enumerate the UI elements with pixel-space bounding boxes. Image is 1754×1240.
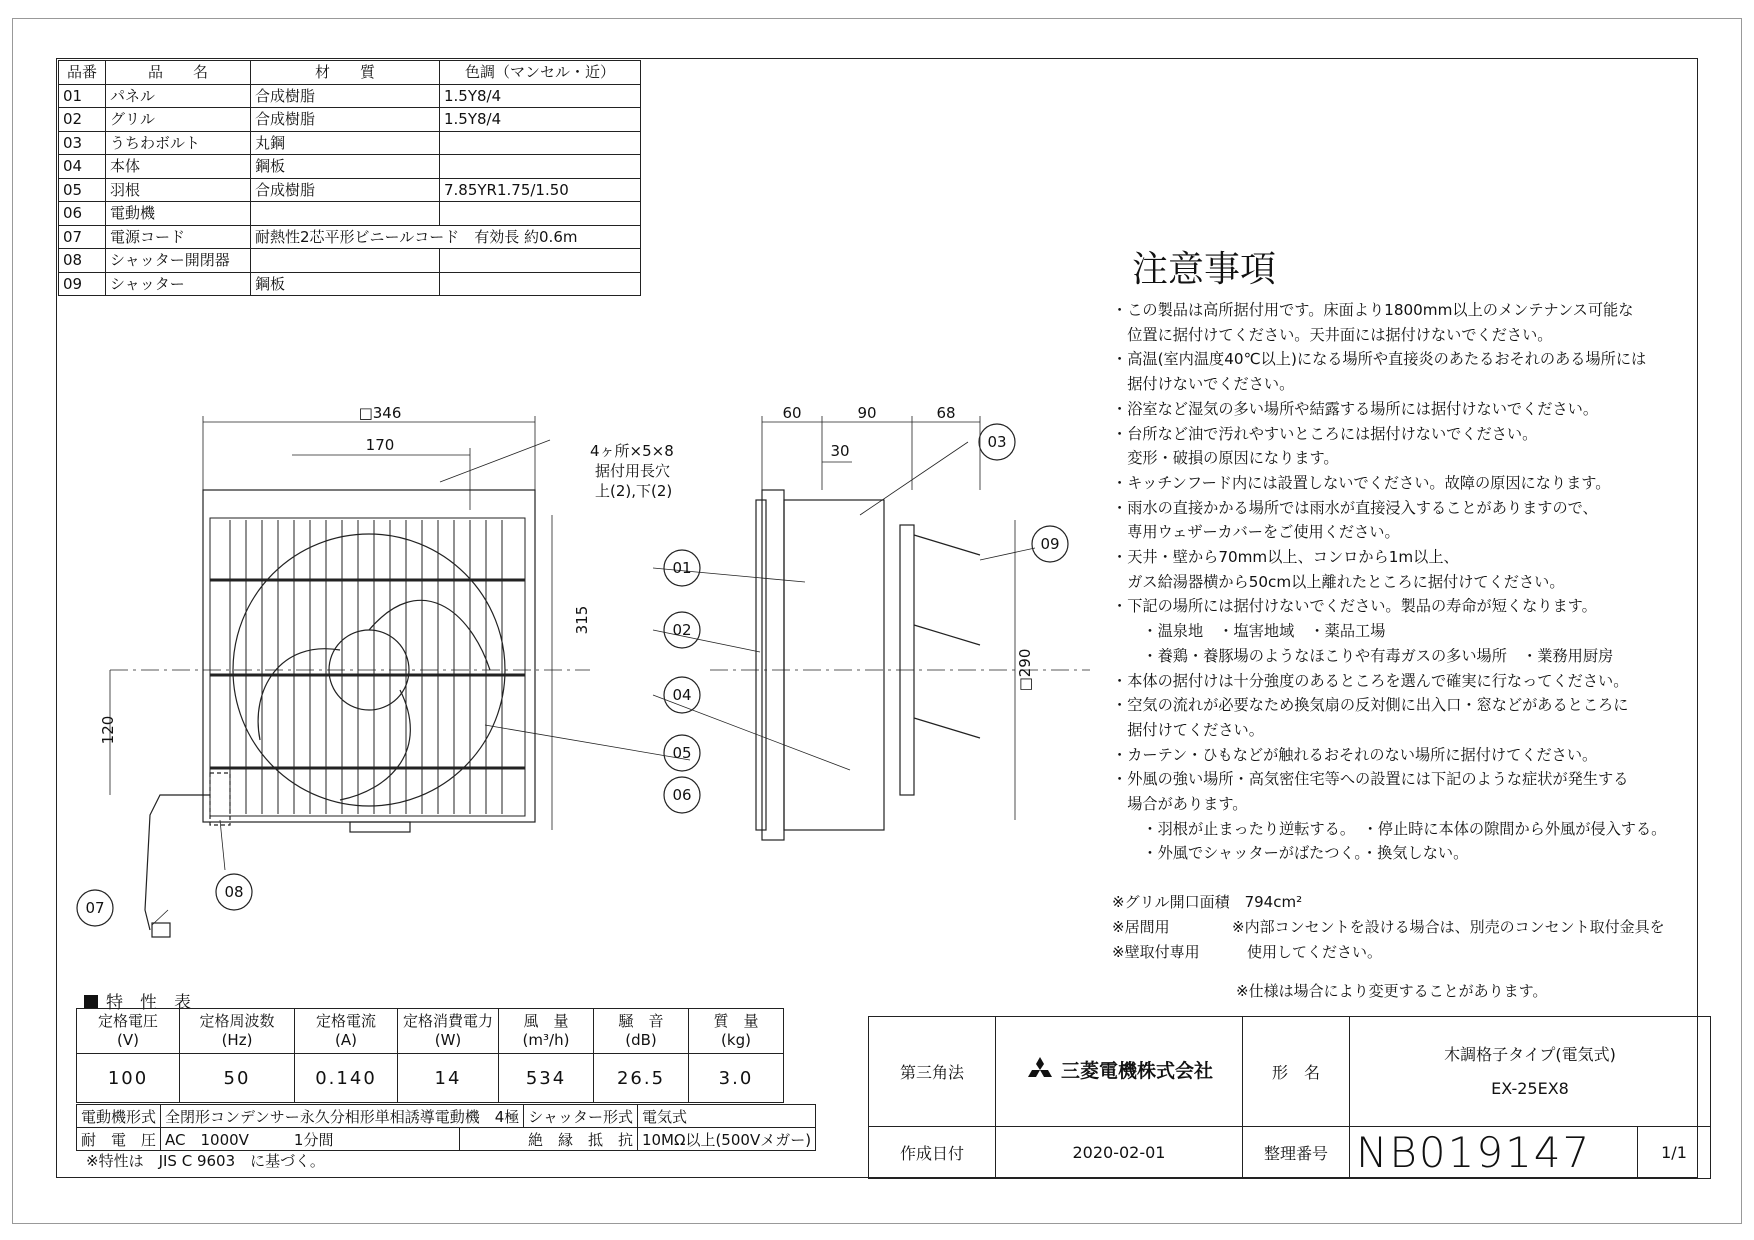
note-line: ・空気の流れが必要なため換気扇の反対側に出入口・窓などがあるところに [1112,696,1629,715]
technical-drawing [60,390,1090,950]
square-bullet-icon [84,995,98,1009]
part-no: 03 [59,131,106,155]
callout-06: 06 [672,786,692,804]
spec-header: 定格電圧 (V) [77,1009,180,1054]
title-block [868,1016,1711,1179]
withstand-label: 耐 電 圧 [77,1128,161,1151]
spec-table [76,1008,784,1103]
dim-290: □290 [1016,648,1034,692]
spec-header: 騒 音 (dB) [594,1009,689,1054]
header-part-name: 品 名 [106,61,251,85]
mount-hole-1: 4ヶ所×5×8 [590,442,674,460]
part-no: 06 [59,202,106,226]
table-row [59,225,641,249]
note-line: 据付けてください。 [1112,720,1264,739]
dim-120: 120 [99,715,117,745]
wall-only: ※壁取付専用 [1112,943,1200,961]
callout-05: 05 [672,744,692,762]
spec-header: 定格消費電力 (W) [398,1009,499,1054]
callout-09: 09 [1040,535,1060,553]
part-color: 1.5Y8/4 [440,84,641,108]
note-line: 場合があります。 [1112,795,1248,814]
date-label: 作成日付 [869,1127,996,1179]
note-line: ・台所など油で汚れやすいところには据付けないでください。 [1112,424,1538,443]
ref-label: 整理番号 [1243,1127,1350,1179]
note-line: ガス給湯器横から50cm以上離れたところに据付けてください。 [1112,572,1565,591]
table-row [59,249,641,273]
mitsubishi-logo-icon [1025,1057,1055,1087]
note-line: ・高温(室内温度40℃以上)になる場所や直接炎のあたるおそれのある場所には [1112,350,1647,369]
part-no: 04 [59,155,106,179]
part-material: 鋼板 [251,155,440,179]
dim-346: □346 [358,404,402,422]
company-name: 三菱電機株式会社 [1060,1060,1213,1082]
callout-07: 07 [85,899,105,917]
notes-title: 注意事項 [1132,249,1277,290]
header-color: 色調（マンセル・近） [440,61,641,85]
model-cell [1350,1017,1711,1127]
shutter-value: 電気式 [637,1105,815,1128]
mount-hole-3: 上(2),下(2) [595,482,673,500]
part-name: 電動機 [106,202,251,226]
header-part-no: 品番 [59,61,106,85]
note-line: ・外風の強い場所・高気密住宅等への設置には下記のような症状が発生する [1112,770,1629,789]
part-name: うちわボルト [106,131,251,155]
table-row [59,131,641,155]
spec-header: 質 量 (kg) [689,1009,784,1054]
table-row [59,202,641,226]
outlet-note-1: ※内部コンセントを設ける場合は、別売のコンセント取付金具を [1232,918,1665,936]
shutter-label: シャッター形式 [524,1105,638,1128]
shutter-rail [900,525,914,795]
part-color [440,131,641,155]
table-row [77,1128,816,1151]
note-line: ・雨水の直接かかる場所では雨水が直接浸入することがありますので、 [1112,498,1598,517]
side-grille [756,500,766,830]
part-color [440,202,641,226]
outlet-note-2: 使用してください。 [1232,943,1383,961]
part-color: 1.5Y8/4 [440,108,641,132]
part-color [440,249,641,273]
part-no: 01 [59,84,106,108]
part-material: 丸鋼 [251,131,440,155]
motor-value: 全閉形コンデンサー永久分相形単相誘導電動機 4極 [161,1105,524,1128]
note-line: ・この製品は高所据付用です。床面より1800mm以上のメンテナンス可能な [1112,301,1634,319]
title-block-row [869,1127,1711,1179]
grille-area-label: ※グリル開口面積 [1112,893,1230,911]
part-color [440,155,641,179]
callout-01: 01 [672,559,692,577]
spec-value: 3.0 [689,1054,784,1103]
part-material: 合成樹脂 [251,178,440,202]
dim-315: 315 [573,605,591,635]
spec-table-extra [76,1104,816,1151]
plug [152,923,170,937]
grille-frame [210,518,525,816]
spec-value: 100 [77,1054,180,1103]
note-line: 据付けないでください。 [1112,375,1295,394]
callout-03: 03 [987,433,1007,451]
bottom-tab [350,822,410,832]
creation-date: 2020-02-01 [996,1127,1243,1179]
insulation-value: 10MΩ以上(500Vメガー) [637,1128,815,1151]
power-cord [145,795,210,930]
header-material: 材 質 [251,61,440,85]
side-body [784,500,884,830]
spec-change-note: ※仕様は場合により変更することがあります。 [1236,982,1548,1000]
part-name: グリル [106,108,251,132]
table-row [59,178,641,202]
note-line: ・羽根が止まったり逆転する。 ・停止時に本体の隙間から外風が侵入する。 [1112,819,1667,838]
part-name: パネル [106,84,251,108]
grille-bars [210,520,525,814]
sheet-number: 1/1 [1638,1127,1711,1179]
note-line: ・本体の据付けは十分強度のあるところを選んで確実に行なってください。 [1112,671,1629,690]
part-no: 05 [59,178,106,202]
note-line: ・浴室など湿気の多い場所や結露する場所には据付けないでください。 [1112,399,1598,418]
caution-notes [1112,248,1692,866]
table-row [59,84,641,108]
spec-value: 50 [180,1054,295,1103]
note-line: ・養鶏・養豚場のようなほこりや有毒ガスの多い場所 ・業務用厨房 [1112,646,1614,665]
spec-header: 風 量 (m³/h) [499,1009,594,1054]
motor-label: 電動機形式 [77,1105,161,1128]
spec-value-row [77,1054,784,1103]
callout-02: 02 [672,621,692,639]
withstand-value: AC 1000V 1分間 [161,1128,460,1151]
part-material: 合成樹脂 [251,84,440,108]
spec-value: 26.5 [594,1054,689,1103]
table-row [59,272,641,296]
callout-04: 04 [672,686,692,704]
living-use: ※居間用 [1112,918,1170,936]
part-name: シャッター開閉器 [106,249,251,273]
projection-method: 第三角法 [869,1017,996,1127]
dim-60: 60 [782,404,802,422]
parts-table-header [59,61,641,85]
title-block-row [869,1017,1711,1127]
part-no: 02 [59,108,106,132]
note-line: ・下記の場所には据付けないでください。製品の寿命が短くなります。 [1112,597,1597,616]
fan-blade [258,649,340,740]
spec-value: 534 [499,1054,594,1103]
dim-170: 170 [365,436,395,454]
callout-08: 08 [224,883,244,901]
spec-value: 0.140 [295,1054,398,1103]
insulation-label: 絶 縁 抵 抗 [460,1128,638,1151]
part-no: 08 [59,249,106,273]
grille-area-value: 794cm² [1244,893,1303,911]
part-material: 合成樹脂 [251,108,440,132]
fan-blade [369,600,490,670]
part-material: 鋼板 [251,272,440,296]
spec-label-text: 特 性 表 [106,993,191,1013]
spec-header: 定格電流 (A) [295,1009,398,1054]
note-line: 変形・破損の原因になります。 [1112,449,1339,468]
note-line: ・外風でシャッターがばたつく。・換気しない。 [1112,844,1469,863]
note-line: 位置に据付けてください。天井面には据付けないでください。 [1112,325,1553,344]
note-line: 専用ウェザーカバーをご使用ください。 [1112,523,1400,542]
note-line: ・キッチンフード内には設置しないでください。故障の原因になります。 [1112,473,1611,492]
company-cell [996,1017,1243,1127]
spec-header: 定格周波数 (Hz) [180,1009,295,1054]
table-row [59,108,641,132]
part-name: シャッター [106,272,251,296]
dim-30: 30 [830,442,850,460]
spec-header-row [77,1009,784,1054]
part-name: 羽根 [106,178,251,202]
part-no: 09 [59,272,106,296]
table-row [59,155,641,179]
product-name: 木調格子タイプ(電気式) [1444,1044,1616,1064]
fan-blade [340,690,410,800]
note-line: ・カーテン・ひもなどが触れるおそれのない場所に据付けてください。 [1112,745,1598,764]
side-panel [762,490,784,840]
mount-hole-2: 据付用長穴 [595,462,671,480]
shutter-switch-outline [210,773,230,825]
note-line: ・温泉地 ・塩害地域 ・薬品工場 [1112,622,1386,641]
dim-90: 90 [857,404,877,422]
remarks [1112,890,1665,1004]
part-material [251,249,440,273]
jis-note: ※特性は JIS C 9603 に基づく。 [86,1152,325,1170]
part-name: 電源コード [106,225,251,249]
spec-value: 14 [398,1054,499,1103]
parts-table [58,60,641,296]
part-material: 耐熱性2芯平形ビニールコード 有効長 約0.6m [251,225,641,249]
part-no: 07 [59,225,106,249]
part-material [251,202,440,226]
dim-68: 68 [936,404,956,422]
part-color: 7.85YR1.75/1.50 [440,178,641,202]
part-color [440,272,641,296]
model-label: 形 名 [1243,1017,1350,1127]
table-row [77,1105,816,1128]
note-line: ・天井・壁から70mm以上、コンロから1m以上、 [1112,548,1459,567]
model-number: EX-25EX8 [1491,1078,1569,1098]
part-name: 本体 [106,155,251,179]
ref-number: NB019147 [1350,1127,1638,1179]
